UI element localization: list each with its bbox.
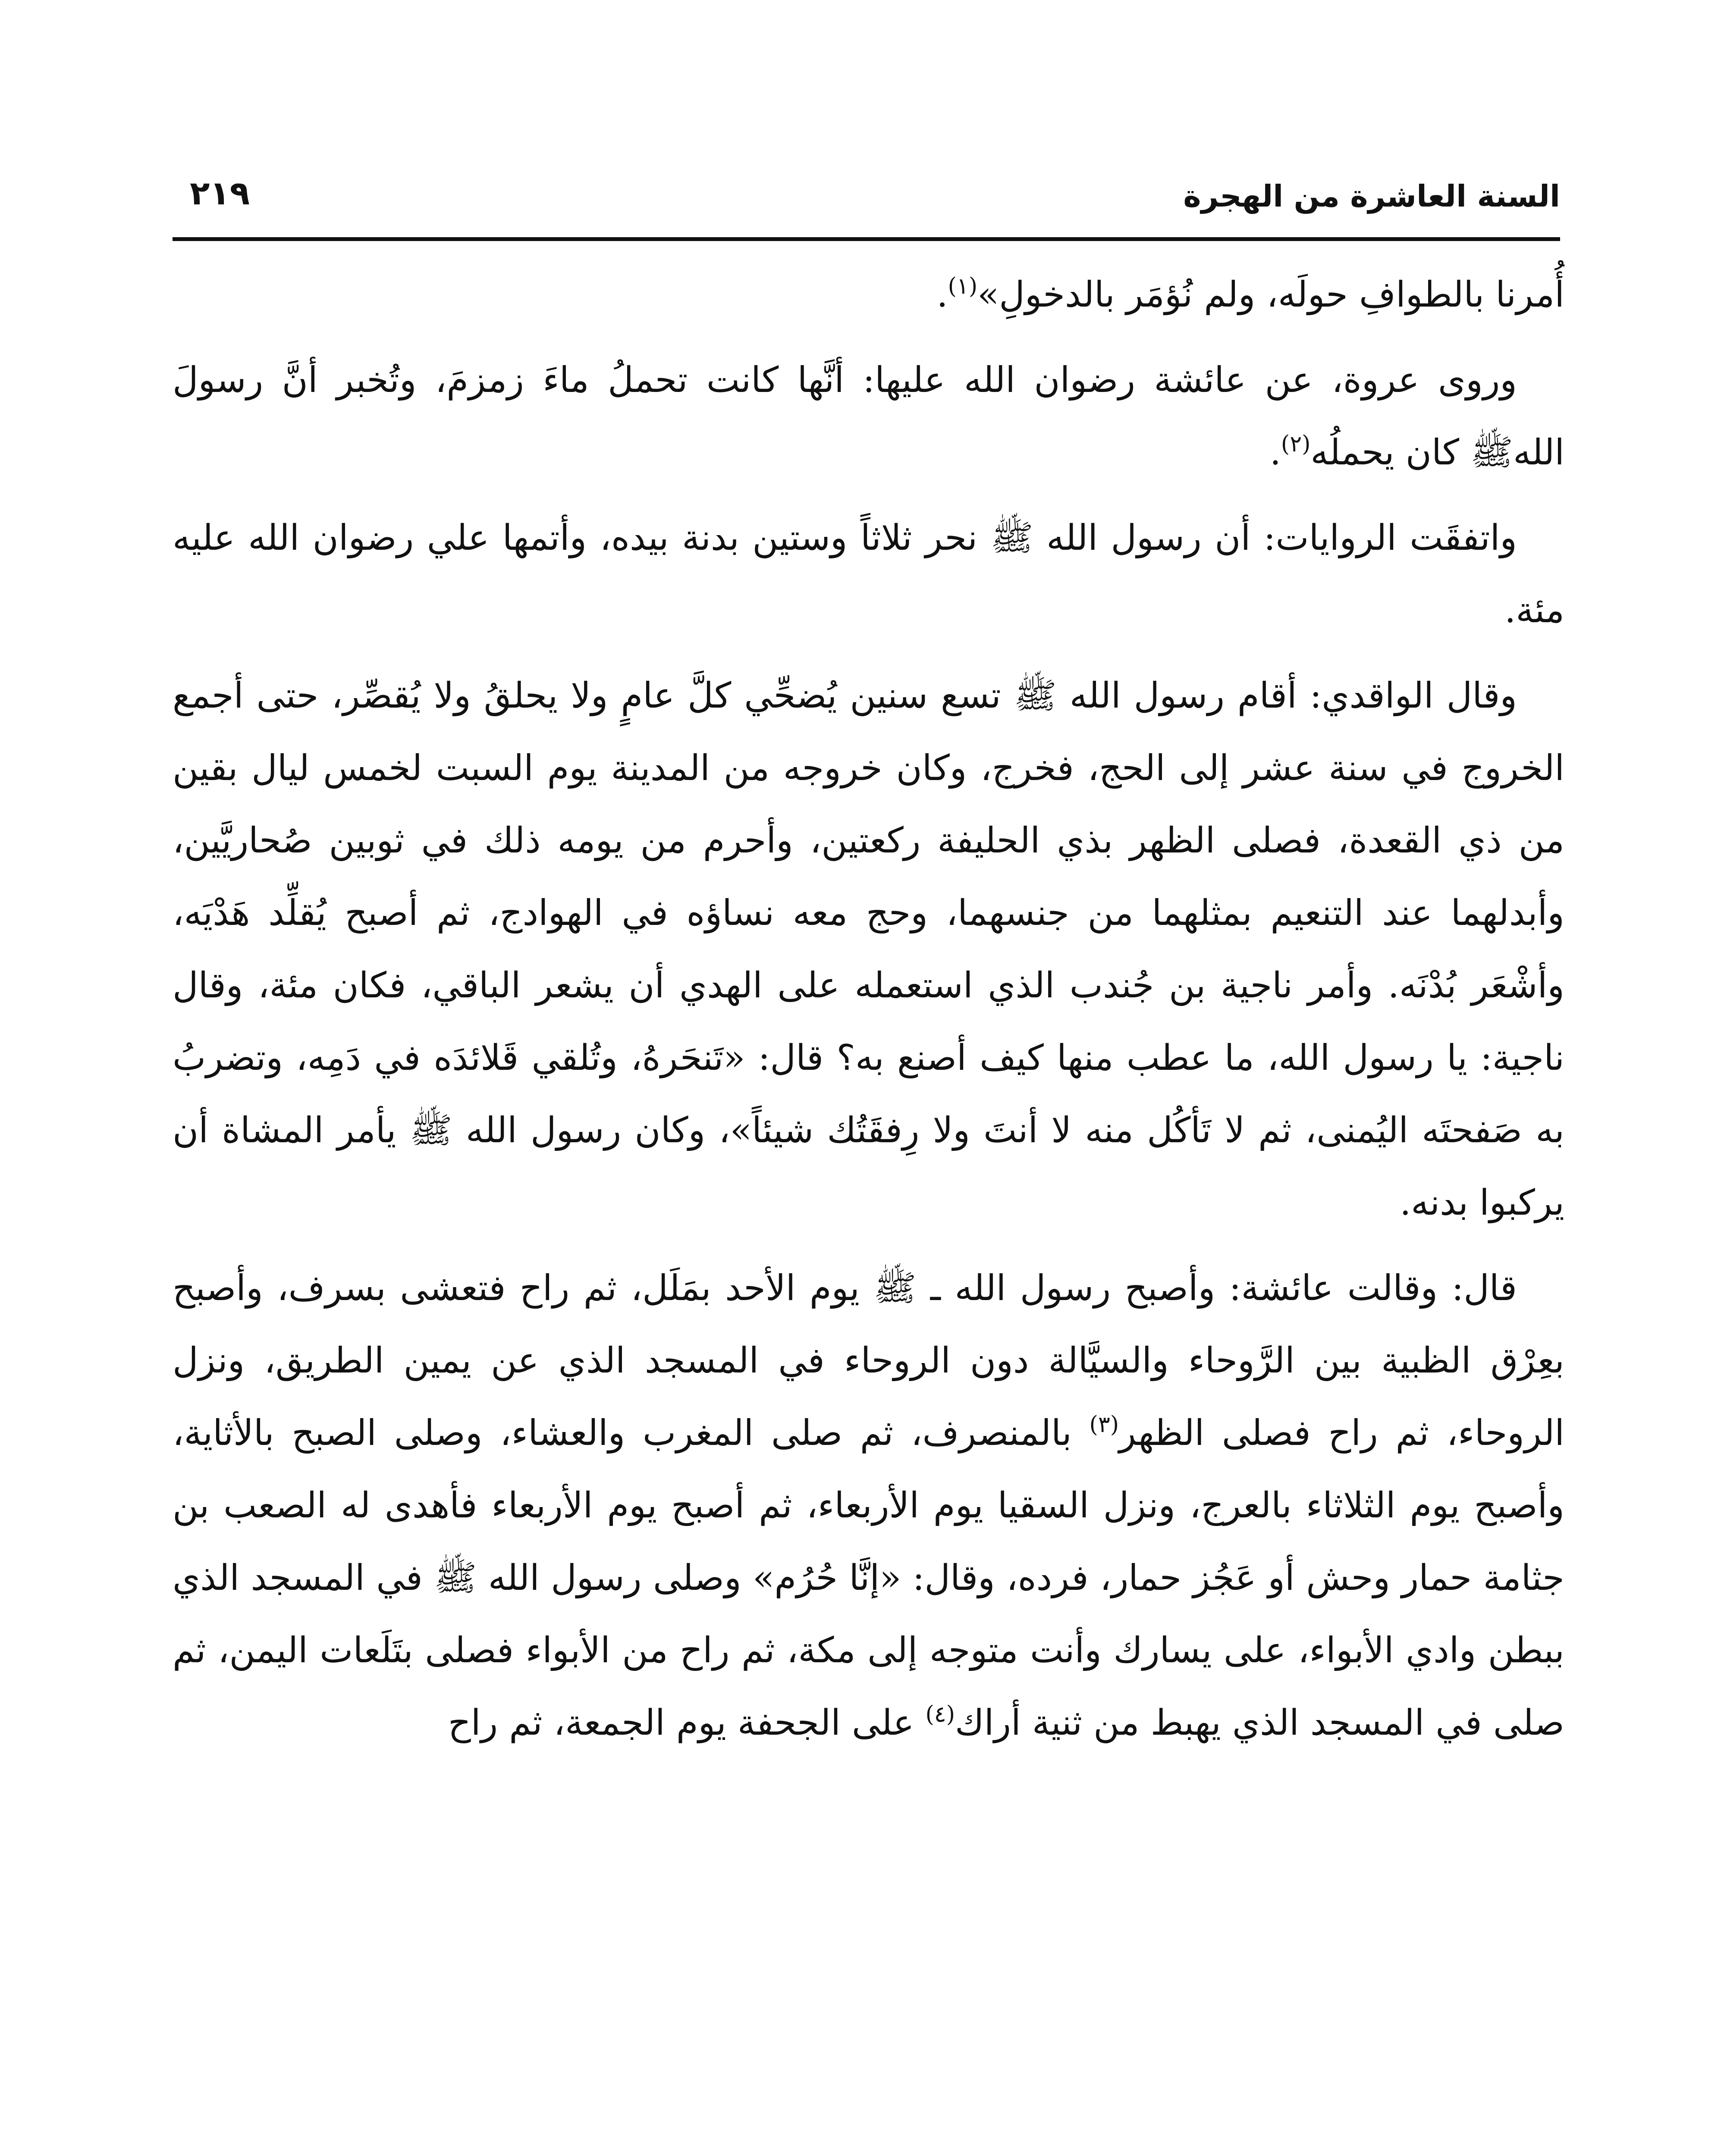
footnote-marker: (١): [948, 273, 978, 299]
paragraph-text: بالمنصرف، ثم صلى المغرب والعشاء، وصلى الصبح بالأثاية، وأصبح يوم الثلاثاء بالعرج، ونزل السقيا يوم الأربعاء، ثم أصبح يوم الأربعاء فأهدى له الصعب بن جثامة حمار وحش أو عَجُز حمار، فرده، وقال: «إنَّا حُرُم» وصلى رسول الله ﷺ في المسجد الذي ببطن وادي الأبواء، على يسارك وأنت متوجه إلى مكة، ثم راح من الأبواء فصلى بتَلَعات اليمن، ثم صلى في المسجد الذي يهبط من ثنية أراك: [173, 1413, 1564, 1743]
paragraph-text: .: [1269, 432, 1281, 473]
paragraph-text: .: [936, 274, 948, 315]
paragraph-text: وقال الواقدي: أقام رسول الله ﷺ تسع سنين يُضحِّي كلَّ عامٍ ولا يحلقُ ولا يُقصِّر، حتى أجمع الخروج في سنة عشر إلى الحج، فخرج، وكان خروجه من المدينة يوم السبت لخمس ليال بقين من ذي القعدة، فصلى الظهر بذي الحليفة ركعتين، وأحرم من يومه ذلك في ثوبين صُحاريَّين، وأبدلهما عند التنعيم بمثلهما من جنسهما، وحج معه نساؤه في الهوادج، ثم أصبح يُقلِّد هَدْيَه، وأشْعَر بُدْنَه. وأمر ناجية بن جُندب الذي استعمله على الهدي أن يشعر الباقي، فكان مئة، وقال ناجية: يا رسول الله، ما عطب منها كيف أصنع به؟ قال: «تَنحَرهُ، وتُلقي قَلائدَه في دَمِه، وتضربُ به صَفحتَه اليُمنى، ثم لا تَأكُل منه لا أنتَ ولا رِفقَتُك شيئاً»، وكان رسول الله ﷺ يأمر المشاة أن يركبوا بدنه.: [173, 675, 1564, 1223]
paragraph-text: وروى عروة، عن عائشة رضوان الله عليها: أنَّها كانت تحملُ ماءَ زمزمَ، وتُخبر أنَّ رسولَ اللهﷺ كان يحملُه: [173, 360, 1564, 473]
running-title: السنة العاشرة من الهجرة: [1183, 179, 1560, 214]
paragraph-text: قال: وقالت عائشة: وأصبح رسول الله ـ ﷺ يوم الأحد بمَلَل، ثم راح فتعشى بسرف، وأصبح بعِرْق الظبية بين الرَّوحاء والسيَّالة دون الروحاء في المسجد الذي عن يمين الطريق، ونزل الروحاء، ثم راح فصلى الظهر: [173, 1268, 1564, 1454]
footnote-marker: (٤): [925, 1702, 955, 1727]
paragraph-text: أُمرنا بالطوافِ حولَه، ولم نُؤمَر بالدخولِ»: [977, 274, 1564, 315]
paragraph: [173, 1252, 1564, 1759]
header-rule: [173, 237, 1560, 241]
paragraph-text: على الجحفة يوم الجمعة، ثم راح: [448, 1702, 926, 1743]
main-text: [173, 259, 1564, 1772]
paragraph: [173, 502, 1564, 647]
page-header: [173, 160, 1560, 224]
paragraph: [173, 344, 1564, 489]
footnote-marker: (٣): [1089, 1412, 1119, 1438]
paragraph-text: واتفقَت الروايات: أن رسول الله ﷺ نحر ثلاثاً وستين بدنة بيده، وأتمها علي رضوان الله عليه مئة.: [173, 517, 1564, 631]
footnote-marker: (٢): [1281, 431, 1311, 457]
paragraph: [173, 660, 1564, 1239]
paragraph: [173, 259, 1564, 331]
page-number: ٢١٩: [190, 174, 250, 212]
